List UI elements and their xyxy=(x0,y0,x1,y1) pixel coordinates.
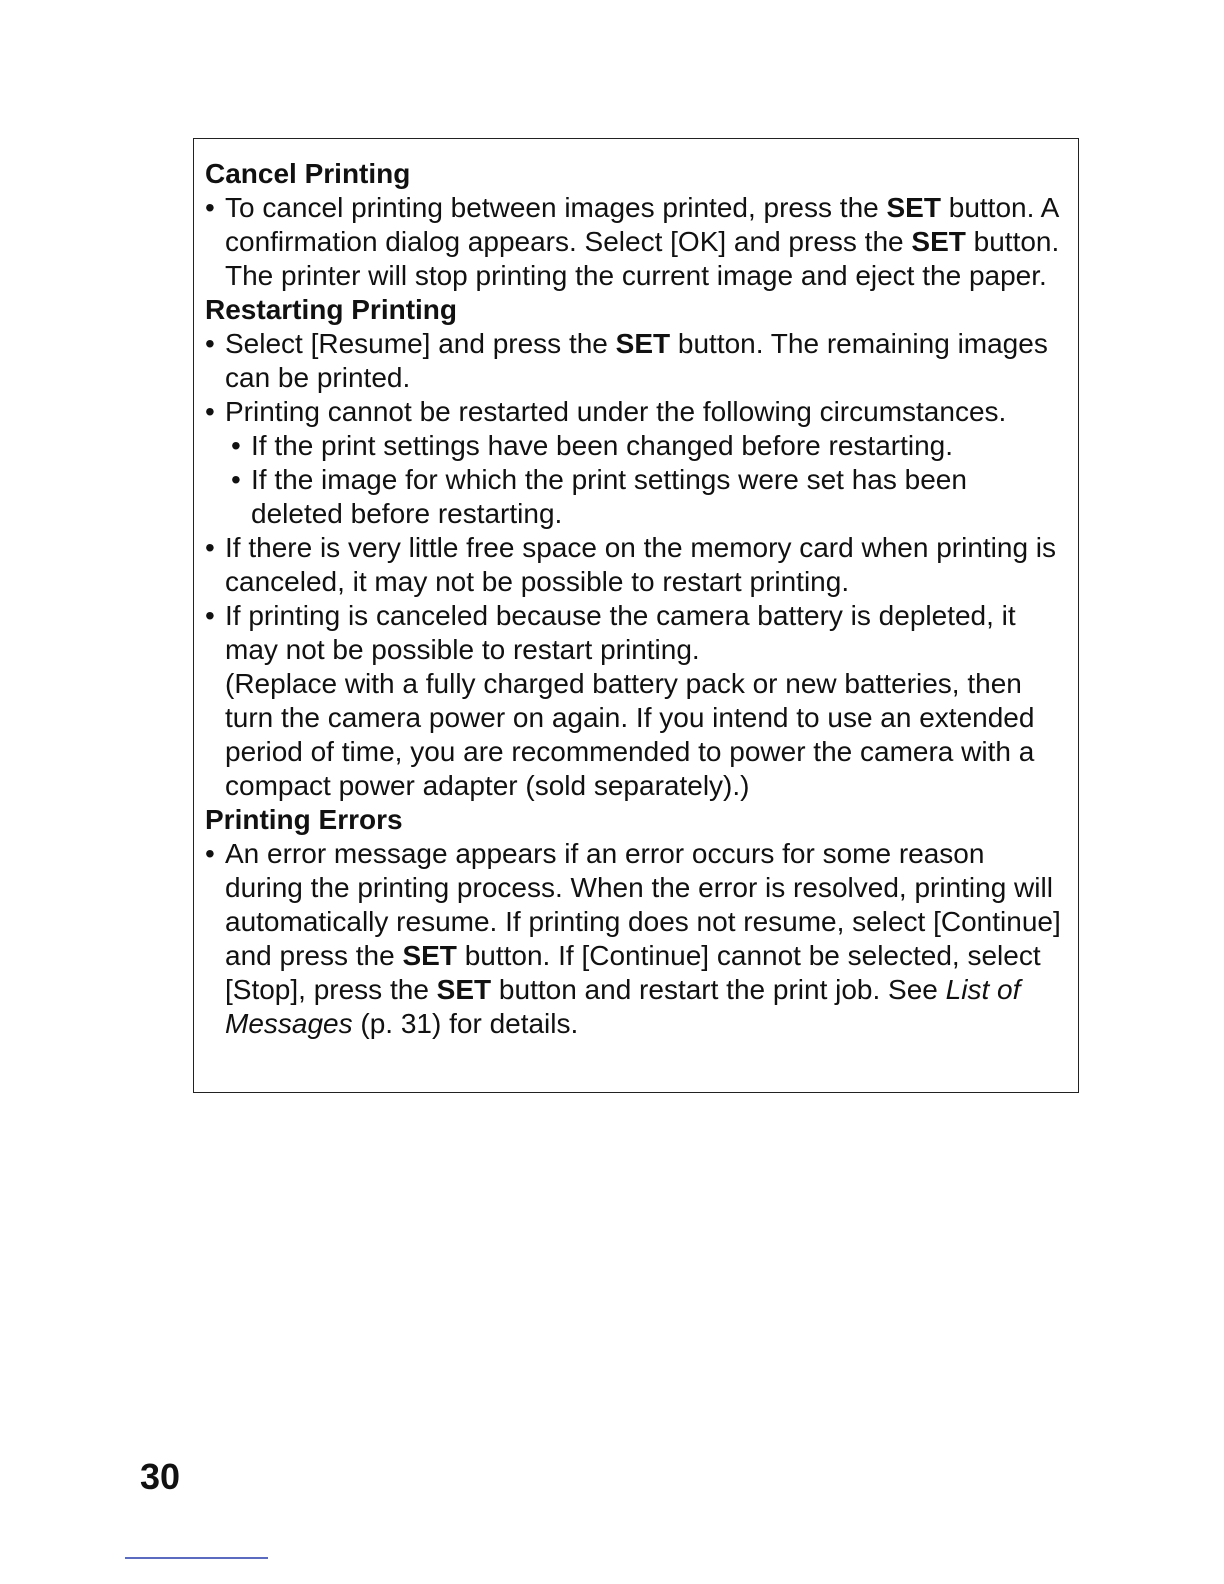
set-button-label: SET xyxy=(436,974,492,1005)
bullet-icon: • xyxy=(205,328,215,359)
heading-cancel-printing: Cancel Printing xyxy=(205,158,411,189)
text: button. The remaining images can be printed. xyxy=(225,328,1048,393)
restart-bullet-2 xyxy=(205,395,1064,429)
text: If the print settings have been changed before restarting. xyxy=(251,430,954,461)
bullet-icon: • xyxy=(231,464,241,495)
errors-bullet-1 xyxy=(205,837,1064,1041)
bullet-icon: • xyxy=(205,192,215,223)
footer-rule xyxy=(125,1557,268,1559)
text: Printing cannot be restarted under the following circumstances. xyxy=(225,396,1007,427)
text: To cancel printing between images printed, press the xyxy=(225,192,887,223)
notes-box xyxy=(193,138,1079,1093)
restart-bullet-4 xyxy=(205,599,1064,667)
set-button-label: SET xyxy=(402,940,457,971)
page-number: 30 xyxy=(140,1456,181,1497)
text: If printing is canceled because the camera battery is depleted, it may not be possible to restart printing. xyxy=(225,600,1016,665)
bullet-icon: • xyxy=(231,430,241,461)
set-button-label: SET xyxy=(615,328,671,359)
cancel-bullet-1 xyxy=(205,191,1064,293)
text: button and restart the print job. See xyxy=(491,974,946,1005)
heading-printing-errors: Printing Errors xyxy=(205,804,403,835)
text: button. The printer will stop printing the current image and eject the paper. xyxy=(225,226,1060,291)
cross-reference-title: List of Messages xyxy=(225,974,1021,1039)
heading-restarting-printing: Restarting Printing xyxy=(205,294,458,325)
restart-sub-bullet-2 xyxy=(205,463,1064,531)
text: (p. 31) for details. xyxy=(352,1008,579,1039)
bullet-icon: • xyxy=(205,600,215,631)
restart-bullet-1 xyxy=(205,327,1064,395)
text: An error message appears if an error occurs for some reason during the printing process. When the error is resolved, printing will automatically resume. If printing does not resume, select [Continue] and press the xyxy=(225,838,1061,971)
set-button-label: SET xyxy=(886,192,941,223)
bullet-icon: • xyxy=(205,532,215,563)
restart-bullet-3 xyxy=(205,531,1064,599)
set-button-label: SET xyxy=(911,226,966,257)
text: Select [Resume] and press the xyxy=(225,328,616,359)
text: button. If [Continue] cannot be selected, select [Stop], press the xyxy=(225,940,1041,1005)
bullet-icon: • xyxy=(205,838,215,869)
text: If the image for which the print settings were set has been deleted before restarting. xyxy=(251,464,967,529)
bullet-icon: • xyxy=(205,396,215,427)
text: button. A confirmation dialog appears. Select [OK] and press the xyxy=(225,192,1058,257)
restart-bullet-4-note xyxy=(205,667,1064,803)
text: (Replace with a fully charged battery pack or new batteries, then turn the camera power on again. If you intend to use an extended period of time, you are recommended to power the camera with a compact power adapter (sold separately).) xyxy=(225,668,1035,801)
restart-sub-bullet-1 xyxy=(205,429,1064,463)
text: If there is very little free space on the memory card when printing is canceled, it may not be possible to restart printing. xyxy=(225,532,1057,597)
